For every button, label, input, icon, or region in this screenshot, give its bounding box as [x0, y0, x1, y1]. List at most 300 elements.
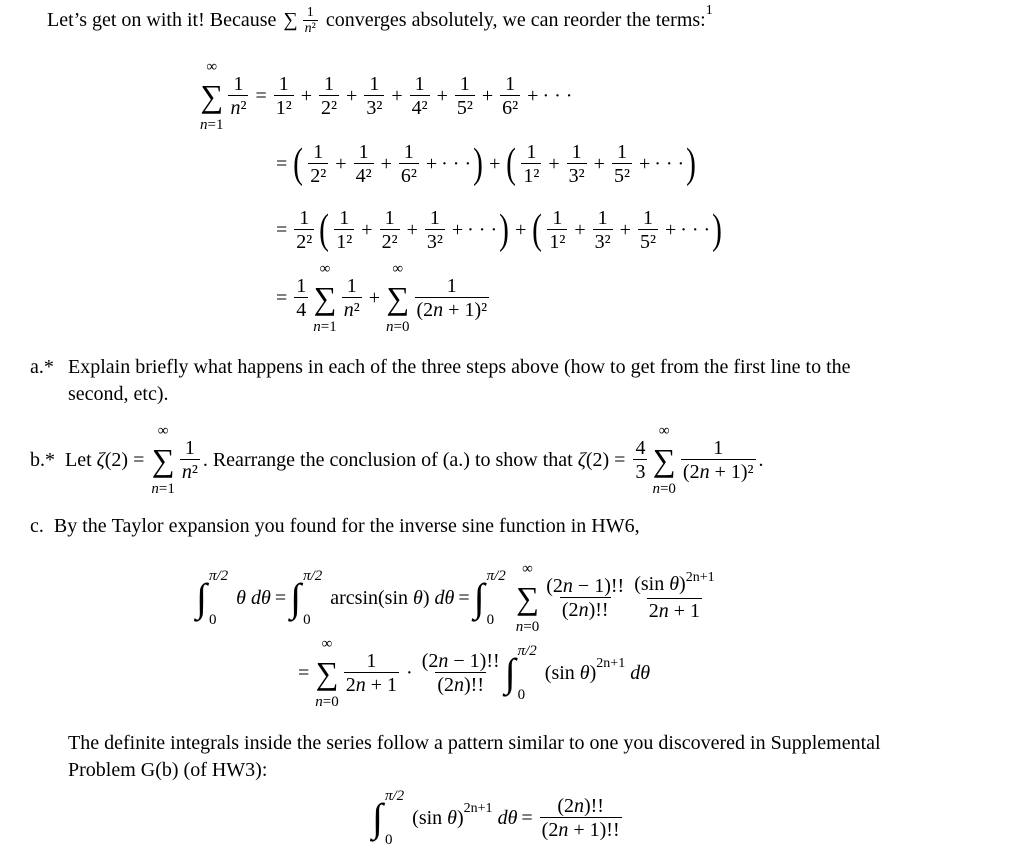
operator: + — [638, 152, 651, 175]
sigma-symbol: ∑ — [200, 78, 224, 114]
math-variable: n — [558, 818, 569, 841]
numerator — [445, 275, 459, 297]
math-text: (2 — [546, 574, 563, 597]
integral-limits — [209, 568, 228, 628]
numerator — [428, 207, 442, 229]
math-variable: n — [515, 619, 524, 635]
math-variable: n — [573, 794, 584, 817]
math-text: 2² — [296, 230, 313, 253]
math-text: 4 — [296, 298, 307, 321]
fraction — [274, 73, 294, 120]
math-text: . Rearrange the conclusion of (a.) to show that — [202, 448, 578, 471]
math-variable: n — [652, 481, 660, 497]
summation — [313, 261, 336, 335]
integral-lower-limit: 0 — [303, 612, 311, 628]
integral-lower-limit: 0 — [384, 832, 393, 848]
integral-limits — [303, 568, 322, 628]
math-text: 1 — [642, 206, 653, 229]
numerator — [305, 5, 316, 20]
fraction — [344, 650, 399, 697]
part-a-text-1: Explain briefly what happens in each of the three steps above (how to get from the first line to the — [68, 356, 851, 378]
fraction — [681, 437, 756, 484]
fraction — [303, 5, 318, 36]
fraction — [319, 73, 339, 120]
numerator — [337, 207, 351, 229]
denominator — [593, 229, 613, 254]
math-text: 1 — [505, 72, 516, 95]
operator: + — [593, 152, 605, 175]
denominator — [319, 95, 339, 120]
fraction — [455, 73, 475, 120]
denominator — [294, 297, 308, 322]
math-text: 1² — [549, 230, 566, 253]
math-text: 1 — [552, 206, 563, 229]
denominator — [180, 459, 200, 484]
math-text: 6² — [502, 96, 519, 119]
math-text: ∞ — [206, 59, 218, 75]
math-variable: ζ — [577, 448, 586, 471]
integral-upper-limit: π/2 — [517, 643, 537, 659]
math-variable: dθ — [434, 586, 455, 609]
math-text: )!! — [464, 673, 484, 696]
operator: + — [425, 152, 438, 175]
superscript: 2n+1 — [463, 801, 493, 816]
fraction — [638, 207, 658, 254]
denominator — [681, 459, 756, 484]
math-text: ∞ — [319, 261, 331, 277]
sigma-symbol: ∑ — [283, 9, 298, 31]
math-text: (2 — [437, 673, 455, 696]
sum-lower-limit — [313, 319, 336, 335]
math-variable: n — [438, 649, 449, 672]
integral-lower-limit: 0 — [486, 612, 495, 628]
numerator — [633, 437, 647, 459]
integral-limits — [487, 568, 506, 628]
denominator — [342, 297, 362, 322]
fraction — [500, 73, 520, 120]
fraction — [425, 207, 445, 254]
math-text: − 1)!! — [448, 649, 500, 672]
denominator — [228, 95, 248, 120]
math-text: 1 — [713, 436, 724, 459]
summation — [386, 261, 409, 335]
math-text: 1 — [278, 72, 289, 95]
operator: = — [276, 152, 288, 175]
integral-upper-limit: π/2 — [384, 788, 405, 804]
math-variable: dθ — [630, 661, 651, 684]
math-text: 1 — [571, 140, 582, 163]
numerator — [311, 141, 325, 163]
operator: = — [458, 586, 470, 609]
math-text: 1 — [403, 140, 414, 163]
operator: + — [391, 84, 403, 107]
math-text: 1 — [616, 140, 627, 163]
fraction — [410, 73, 430, 120]
math-text: + 1 — [365, 673, 398, 696]
math-text: 1 — [597, 206, 608, 229]
math-text: ∞ — [658, 423, 670, 439]
numerator — [632, 570, 716, 598]
math-text: 2² — [381, 230, 398, 253]
math-text: 1 — [358, 140, 369, 163]
denominator — [354, 163, 374, 188]
fraction — [567, 141, 587, 188]
math-text: =0 — [393, 319, 410, 335]
left-paren: ( — [532, 207, 543, 253]
numerator — [367, 73, 381, 95]
denominator — [547, 229, 567, 254]
numerator — [544, 575, 626, 597]
integral-limits — [518, 643, 537, 703]
math-text: 1 — [459, 72, 470, 95]
fraction — [354, 141, 374, 188]
math-text: 1² — [275, 96, 292, 119]
sum-upper-limit — [158, 423, 169, 439]
numerator — [402, 141, 416, 163]
math-variable: n — [181, 460, 192, 483]
sum-upper-limit — [659, 423, 670, 439]
math-text: ) — [589, 661, 597, 684]
sum-upper-limit — [206, 59, 217, 75]
denominator — [435, 672, 486, 697]
fraction — [633, 437, 647, 484]
math-variable: n — [386, 319, 394, 335]
integral — [505, 643, 537, 703]
math-text: 2 — [345, 673, 356, 696]
math-text: 4 — [635, 436, 646, 459]
integral-upper-limit: π/2 — [303, 568, 323, 584]
math-text: (2 — [561, 598, 579, 621]
math-text: (2 — [421, 649, 439, 672]
superscript: 2n+1 — [596, 656, 626, 671]
fraction — [294, 207, 314, 254]
summation — [516, 561, 539, 635]
math-text: (2 — [557, 794, 574, 817]
numerator — [420, 650, 502, 672]
numerator — [383, 207, 397, 229]
math-text: 3² — [426, 230, 443, 253]
integral — [372, 788, 404, 848]
math-text: 5² — [639, 230, 656, 253]
operator: + — [335, 152, 347, 175]
numerator — [641, 207, 655, 229]
numerator — [524, 141, 538, 163]
summation — [151, 423, 174, 497]
math-text: 1 — [446, 274, 457, 297]
math-text: . — [758, 448, 764, 471]
denominator — [344, 672, 399, 697]
math-text: 2 — [648, 600, 659, 622]
math-variable: θ dθ — [236, 586, 271, 609]
operator: = — [276, 218, 288, 241]
math-variable: n — [562, 574, 573, 597]
summation — [200, 59, 223, 133]
integral-sign: ∫ — [473, 575, 485, 620]
integral-upper-limit: π/2 — [486, 568, 506, 584]
operator: · — [406, 661, 413, 684]
operator: + — [527, 84, 539, 107]
superscript: 1 — [705, 3, 713, 18]
operator: + — [406, 218, 418, 241]
summation — [652, 423, 675, 497]
math-text: 1 — [313, 140, 324, 163]
math-text: 1 — [526, 140, 537, 163]
operator: + — [368, 286, 381, 309]
integral-upper-limit: π/2 — [208, 568, 229, 584]
math-text: 2² — [310, 164, 327, 187]
math-text: 1 — [324, 72, 335, 95]
integral — [474, 568, 506, 628]
math-text: ∞ — [392, 261, 404, 277]
integral-limits — [385, 788, 404, 848]
operator: + — [380, 152, 392, 175]
operator: = — [255, 84, 267, 107]
sigma-symbol: ∑ — [516, 580, 539, 616]
math-text: · · · — [654, 152, 685, 175]
operator: = — [274, 586, 287, 609]
math-text: 1 — [429, 206, 440, 229]
left-paren: ( — [506, 141, 517, 187]
math-variable: n — [454, 673, 465, 696]
fraction — [364, 73, 384, 120]
denominator — [380, 229, 400, 254]
denominator — [308, 163, 328, 188]
sigma-symbol: ∑ — [151, 442, 175, 478]
math-text: 3² — [594, 230, 611, 253]
numerator — [503, 73, 517, 95]
math-text: (2) = — [585, 448, 631, 471]
summation — [315, 636, 338, 710]
fraction — [632, 570, 716, 623]
denominator — [410, 95, 430, 120]
math-variable: n — [343, 298, 354, 321]
math-text: =0 — [523, 619, 540, 635]
math-text: 1 — [414, 72, 425, 95]
math-variable: n — [313, 319, 321, 335]
math-text: 4² — [411, 96, 428, 119]
numerator — [555, 795, 606, 817]
math-text: · · · — [441, 152, 472, 175]
operator: + — [481, 84, 494, 107]
sum-upper-limit — [522, 561, 533, 577]
sum-upper-limit — [320, 261, 331, 277]
math-text: ² — [311, 20, 316, 36]
numerator — [458, 73, 472, 95]
integral — [290, 568, 322, 628]
math-variable: n — [200, 117, 208, 133]
sum-lower-limit — [516, 619, 539, 635]
operator: + — [619, 218, 631, 241]
numerator — [550, 207, 564, 229]
numerator — [413, 73, 427, 95]
fraction — [342, 275, 362, 322]
operator: + — [451, 218, 464, 241]
math-variable: dθ — [497, 806, 518, 829]
denominator — [364, 95, 384, 120]
math-text: 1 — [384, 206, 395, 229]
denominator — [521, 163, 541, 188]
math-variable: θ — [447, 806, 457, 829]
denominator — [425, 229, 445, 254]
math-text: 6² — [400, 164, 417, 187]
math-text: 5² — [613, 164, 630, 187]
fraction — [308, 141, 328, 188]
paragraph-line-1: The definite integrals inside the series follow a pattern similar to one you discovered in Supplemental — [68, 732, 881, 754]
sigma-symbol: ∑ — [386, 280, 410, 316]
math-variable: n — [230, 96, 241, 119]
sum-lower-limit — [200, 117, 223, 133]
denominator — [294, 229, 314, 254]
math-text: ) — [456, 806, 464, 829]
math-variable: n — [151, 481, 159, 497]
fraction — [612, 141, 632, 188]
denominator — [334, 229, 354, 254]
sum-lower-limit — [315, 694, 338, 710]
integral-sign: ∫ — [290, 575, 302, 620]
math-text: 4² — [355, 164, 372, 187]
fraction — [521, 141, 541, 188]
integral-sign: ∫ — [372, 795, 383, 840]
integral-lower-limit: 0 — [208, 612, 217, 628]
math-text: ∞ — [157, 423, 169, 439]
sigma-symbol: ∑ — [313, 280, 337, 316]
math-text: ∞ — [522, 561, 533, 577]
sum-upper-limit — [392, 261, 403, 277]
math-variable: θ — [413, 586, 423, 609]
math-text: 3² — [568, 164, 585, 187]
math-text: · · · — [542, 84, 573, 107]
numerator — [357, 141, 371, 163]
fraction — [380, 207, 400, 254]
math-text: ² — [353, 298, 360, 321]
right-paren: ) — [686, 141, 697, 187]
numerator — [345, 275, 359, 297]
math-text: =1 — [207, 117, 224, 133]
sum-upper-limit — [322, 636, 333, 652]
part-a-label: a.* — [30, 356, 54, 378]
denominator — [399, 163, 419, 188]
sum-lower-limit — [151, 481, 174, 497]
denominator — [560, 597, 611, 622]
operator: = — [521, 806, 533, 829]
math-text: · · · — [680, 218, 711, 241]
math-text: 1 — [306, 4, 314, 20]
math-text: converges absolutely, we can reorder the terms: — [320, 8, 706, 31]
denominator — [274, 95, 294, 120]
fraction — [544, 575, 626, 622]
numerator — [231, 73, 245, 95]
operator: + — [489, 152, 501, 175]
math-variable: θ — [669, 573, 680, 595]
math-text: )!! — [588, 598, 609, 621]
fraction — [399, 141, 419, 188]
operator: + — [300, 84, 313, 107]
math-text: 1² — [336, 230, 353, 253]
math-text: =0 — [659, 481, 676, 497]
math-text: ² — [191, 460, 198, 483]
fraction — [334, 207, 354, 254]
denominator — [303, 20, 318, 36]
left-paren: ( — [293, 141, 304, 187]
sum-lower-limit — [386, 319, 409, 335]
math-variable: θ — [579, 661, 590, 684]
denominator — [647, 598, 702, 623]
sigma-symbol: ∑ — [315, 655, 339, 691]
denominator — [540, 817, 622, 842]
math-text: + 1)² — [709, 460, 754, 483]
operator: + — [436, 84, 448, 107]
numerator — [596, 207, 610, 229]
left-paren: ( — [319, 207, 330, 253]
math-text: 3 — [635, 460, 646, 483]
operator: + — [515, 218, 527, 241]
math-text: (sin — [412, 806, 448, 829]
math-variable: n — [355, 673, 366, 696]
integral-sign: ∫ — [196, 575, 207, 620]
denominator — [455, 95, 475, 120]
fraction — [228, 73, 248, 120]
sum-lower-limit — [652, 481, 675, 497]
fraction — [593, 207, 613, 254]
numerator — [570, 141, 584, 163]
math-text: =0 — [322, 694, 339, 710]
operator: = — [298, 661, 310, 684]
sigma-symbol: ∑ — [652, 442, 676, 478]
math-text: 2² — [321, 96, 338, 119]
numerator — [615, 141, 629, 163]
fraction — [180, 437, 200, 484]
fraction — [547, 207, 567, 254]
math-variable: n — [658, 600, 669, 622]
math-text: 1² — [523, 164, 540, 187]
right-paren: ) — [473, 141, 484, 187]
operator: + — [664, 218, 677, 241]
operator: + — [361, 218, 373, 241]
math-text: =1 — [320, 319, 337, 335]
math-text: ) — [422, 586, 435, 609]
operator: + — [346, 84, 358, 107]
math-variable: n — [315, 694, 323, 710]
superscript: 2n+1 — [685, 570, 715, 585]
numerator — [294, 275, 308, 297]
fraction — [294, 275, 308, 322]
math-text: − 1)!! — [572, 574, 625, 597]
math-text: Let’s get on with it! Because — [47, 8, 282, 31]
numerator — [297, 207, 311, 229]
math-text: + 1)!! — [568, 818, 620, 841]
fraction — [540, 795, 622, 842]
math-text: 1 — [233, 72, 244, 95]
math-text: 1 — [366, 649, 377, 672]
math-variable: n — [578, 598, 589, 621]
paragraph-line-2: Problem G(b) (of HW3): — [68, 759, 268, 781]
math-text: (sin — [544, 661, 580, 684]
math-text: + 1 — [668, 600, 701, 622]
math-text: 1 — [339, 206, 350, 229]
operator: + — [548, 152, 560, 175]
denominator — [567, 163, 587, 188]
denominator — [500, 95, 520, 120]
right-paren: ) — [499, 207, 510, 253]
math-text: · · · — [467, 218, 498, 241]
numerator — [183, 437, 197, 459]
math-text: arcsin(sin — [330, 586, 414, 609]
math-text: (sin — [634, 573, 670, 595]
math-variable: ζ — [96, 448, 105, 471]
numerator — [364, 650, 378, 672]
math-text: (2 — [541, 818, 559, 841]
summation — [283, 6, 297, 34]
